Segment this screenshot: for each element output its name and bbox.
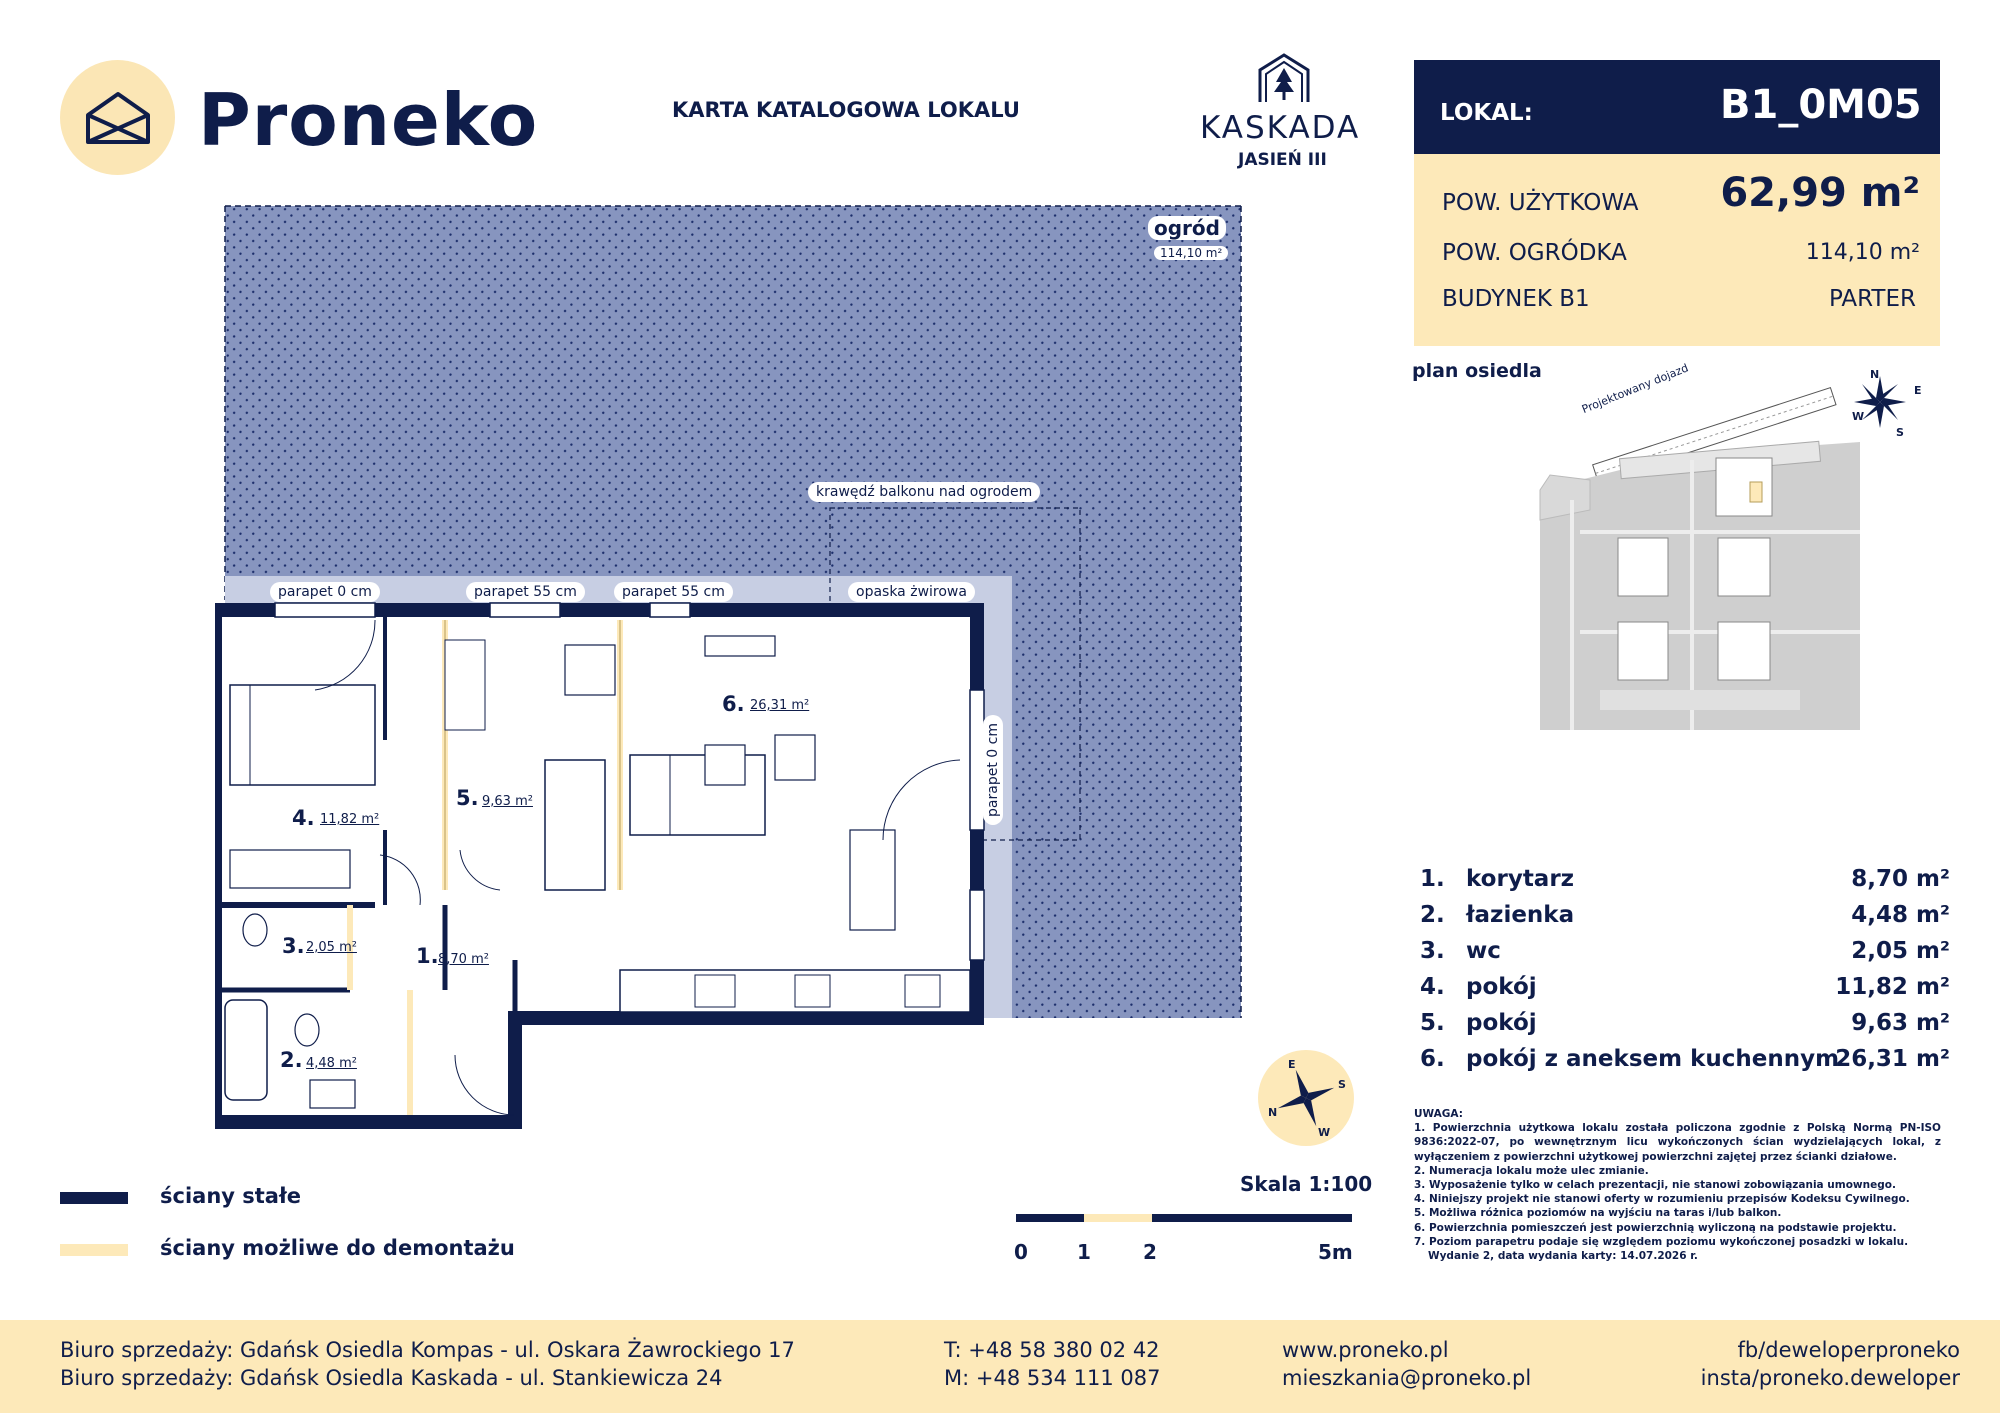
room-list-area: 4,48 m² — [1851, 902, 1950, 928]
room-3-area: 2,05 m² — [306, 940, 357, 955]
document-title: KARTA KATALOGOWA LOKALU — [672, 98, 1020, 122]
scale-bar-seg-2 — [1084, 1214, 1152, 1222]
room-4-area: 11,82 m² — [320, 812, 380, 827]
notes-title: UWAGA: — [1414, 1108, 1463, 1120]
room-6-area: 26,31 m² — [750, 698, 810, 713]
project-subtitle: JASIEŃ III — [1238, 150, 1327, 170]
scale-title: Skala 1:100 — [1240, 1172, 1373, 1196]
site-compass-w: W — [1852, 410, 1865, 423]
window-sill-tag-1: parapet 0 cm — [270, 582, 380, 602]
room-list-name: pokój z aneksem kuchennym — [1466, 1046, 1840, 1072]
scale-tick-0: 0 — [1014, 1240, 1028, 1264]
note-line: 4. Niniejszy projekt nie stanowi oferty w rozumieniu przepisów Kodeksu Cywilnego. — [1414, 1193, 1910, 1206]
site-plan-title: plan osiedla — [1412, 360, 1542, 382]
sales-office-1: Biuro sprzedaży: Gdańsk Osiedla Kompas - ul. Oskara Żawrockiego 17 — [60, 1338, 795, 1362]
fixed-walls-swatch — [60, 1192, 128, 1204]
scale-bar-seg-1 — [1016, 1214, 1084, 1222]
site-compass-s: S — [1896, 426, 1904, 439]
removable-walls-label: ściany możliwe do demontażu — [160, 1236, 515, 1260]
usable-area-label: POW. UŻYTKOWA — [1442, 190, 1639, 216]
window-sill-tag-2: parapet 55 cm — [466, 582, 585, 602]
garden-area-label: POW. OGRÓDKA — [1442, 240, 1627, 266]
garden-area-value: 114,10 m² — [1805, 240, 1920, 265]
note-line: 6. Powierzchnia pomieszczeń jest powierzchnią wyliczoną na podstawie projektu. — [1414, 1221, 1897, 1234]
road-label: Projektowany dojazd — [1580, 361, 1691, 417]
room-list-area: 2,05 m² — [1851, 938, 1950, 964]
fixed-walls-label: ściany stałe — [160, 1184, 302, 1208]
unit-number: B1_0M05 — [1720, 82, 1922, 128]
room-5-number: 5. — [456, 786, 479, 810]
site-compass-icon — [1840, 362, 1920, 442]
note-line: 5. Możliwa różnica poziomów na wyjściu na taras i/lub balkon. — [1414, 1207, 1782, 1220]
window-sill-tag-side: parapet 0 cm — [983, 715, 1003, 825]
window-sill-tag-3: parapet 55 cm — [614, 582, 733, 602]
kaskada-logo-icon — [1256, 52, 1312, 108]
room-list-item — [1420, 938, 1950, 974]
brand-name: Proneko — [198, 78, 539, 162]
room-list-name: pokój — [1466, 974, 1537, 1000]
phone-1[interactable]: T: +48 58 380 02 42 — [944, 1338, 1160, 1362]
note-line: Wydanie 2, data wydania karty: 14.07.2026 r. — [1428, 1250, 1698, 1263]
note-line: 2. Numeracja lokalu może ulec zmianie. — [1414, 1164, 1649, 1177]
email-link[interactable]: mieszkania@proneko.pl — [1282, 1366, 1532, 1390]
site-compass-e: E — [1914, 384, 1922, 397]
garden-label: ogród — [1148, 216, 1226, 240]
scale-tick-2: 2 — [1143, 1240, 1157, 1264]
building-label: BUDYNEK B1 — [1442, 286, 1590, 312]
unit-label: LOKAL: — [1440, 100, 1533, 126]
notes-block — [1414, 1107, 1941, 1263]
note-line: 7. Poziom parapetru podaje się względem poziomu wykończonej posadzki w lokalu. — [1414, 1235, 1909, 1248]
room-list-item — [1420, 1046, 1950, 1082]
floor-plan — [215, 200, 1255, 1130]
room-5-area: 9,63 m² — [482, 794, 533, 809]
sales-office-2: Biuro sprzedaży: Gdańsk Osiedla Kaskada - ul. Stankiewicza 24 — [60, 1366, 723, 1390]
room-1-number: 1. — [416, 944, 439, 968]
plan-compass-w: W — [1318, 1126, 1331, 1139]
plan-compass-s: S — [1338, 1078, 1346, 1091]
room-list-item — [1420, 866, 1950, 902]
room-list-name: łazienka — [1466, 902, 1575, 928]
facebook-link[interactable]: fb/deweloperproneko — [1737, 1338, 1960, 1362]
project-name: KASKADA — [1200, 110, 1361, 146]
site-compass-n: N — [1870, 368, 1880, 381]
room-list-item — [1420, 902, 1950, 938]
room-3-number: 3. — [282, 934, 305, 958]
usable-area-value: 62,99 m² — [1720, 170, 1920, 216]
room-list-num: 1. — [1420, 866, 1445, 892]
room-list-item — [1420, 974, 1950, 1010]
room-list-name: korytarz — [1466, 866, 1575, 892]
room-list-name: wc — [1466, 938, 1501, 964]
scale-tick-5: 5m — [1318, 1240, 1353, 1264]
removable-walls-swatch — [60, 1244, 128, 1256]
instagram-link[interactable]: insta/proneko.deweloper — [1700, 1366, 1960, 1390]
note-line: 1. Powierzchnia użytkowa lokalu została policzona zgodnie z Polską Normą PN-ISO 9836:2022-07, po wewnętrznym licu wykończonych ścian wydzielających lokal, z wyłączeniem z powierzchni użytkowej powierzchni zajętej przez ścianki działowe. — [1414, 1122, 1941, 1163]
room-list-num: 3. — [1420, 938, 1445, 964]
phone-2[interactable]: M: +48 534 111 087 — [944, 1366, 1161, 1390]
balcony-edge-tag: krawędź balkonu nad ogrodem — [808, 482, 1040, 502]
room-list-item — [1420, 1010, 1950, 1046]
room-list-area: 11,82 m² — [1835, 974, 1950, 1000]
note-line: 3. Wyposażenie tylko w celach prezentacji, nie stanowi zobowiązania umownego. — [1414, 1179, 1896, 1192]
scale-bar-seg-3 — [1152, 1214, 1352, 1222]
room-list-area: 9,63 m² — [1851, 1010, 1950, 1036]
room-list-num: 4. — [1420, 974, 1445, 1000]
plan-compass-n: N — [1268, 1106, 1278, 1119]
room-list-area: 26,31 m² — [1835, 1046, 1950, 1072]
plan-compass-e: E — [1288, 1058, 1296, 1071]
room-list-num: 6. — [1420, 1046, 1445, 1072]
brand-logo — [60, 60, 175, 175]
room-4-number: 4. — [292, 806, 315, 830]
room-2-number: 2. — [280, 1048, 303, 1072]
house-logo-icon — [60, 60, 175, 175]
room-list-area: 8,70 m² — [1851, 866, 1950, 892]
room-list — [1420, 866, 1950, 1082]
scale-tick-1: 1 — [1077, 1240, 1091, 1264]
plan-compass-icon — [1258, 1050, 1354, 1146]
website-link[interactable]: www.proneko.pl — [1282, 1338, 1449, 1362]
room-list-name: pokój — [1466, 1010, 1537, 1036]
gravel-strip-tag: opaska żwirowa — [848, 582, 975, 602]
room-list-num: 5. — [1420, 1010, 1445, 1036]
room-6-number: 6. — [722, 692, 745, 716]
site-plan-map — [1530, 360, 1860, 740]
room-1-area: 8,70 m² — [438, 952, 489, 967]
garden-area-tag: 114,10 m² — [1154, 246, 1228, 260]
room-list-num: 2. — [1420, 902, 1445, 928]
floor-value: PARTER — [1828, 286, 1916, 312]
room-2-area: 4,48 m² — [306, 1056, 357, 1071]
